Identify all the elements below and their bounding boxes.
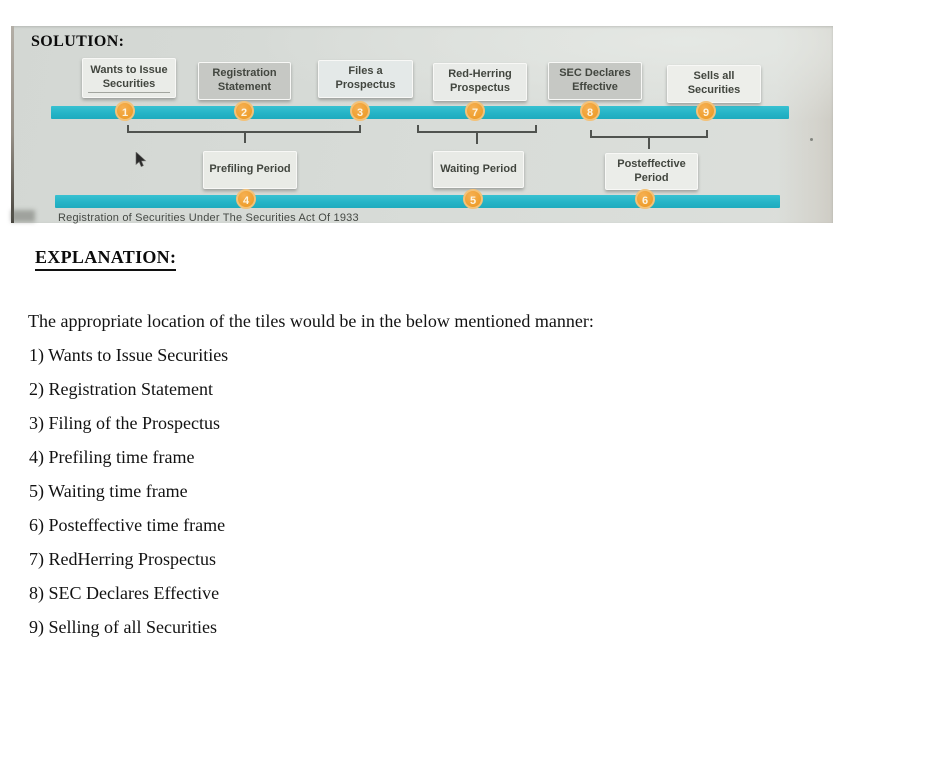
tile-underline [88,92,170,93]
step-marker-3: 3 [350,101,370,121]
photo-corner-smudge [11,210,35,222]
step-marker-4: 4 [236,189,256,209]
bracket-stem-posteffective [648,138,650,149]
step-marker-6: 6 [635,189,655,209]
tile-label: Posteffective Period [617,157,686,184]
tile-label: Wants to Issue Securities [90,64,168,90]
solution-heading: SOLUTION: [31,33,125,50]
explanation-item-3: 3) Filing of the Prospectus [29,413,220,433]
step-marker-9: 9 [696,101,716,121]
photo-dust-speck [810,138,813,141]
mouse-cursor-icon [135,152,147,169]
explanation-item-1: 1) Wants to Issue Securities [29,345,229,365]
bracket-waiting [417,125,537,133]
tile-label: Sells all Securities [687,70,741,96]
diagram-tile-prefiling-period [203,151,297,189]
diagram-tile-red-herring-prospectus [433,63,527,101]
explanation-item-5: 5) Waiting time frame [29,481,188,501]
timeline-bar-bottom [55,195,780,208]
step-marker-5: 5 [463,189,483,209]
explanation-item-6: 6) Posteffective time frame [29,515,226,535]
diagram-caption: Registration of Securities Under The Securities Act Of 1933 [58,212,359,224]
explanation-intro: The appropriate location of the tiles would be in the below mentioned manner: [28,311,594,331]
tile-label: Files a Prospectus [335,65,396,91]
diagram-tile-posteffective-period [605,153,698,190]
bracket-prefiling [127,125,361,133]
bracket-stem-prefiling [244,133,246,143]
tile-label: Waiting Period [440,162,517,175]
diagram-tile-registration-statement [198,62,291,100]
explanation-heading: EXPLANATION: [35,247,176,271]
diagram-tile-wants-to-issue-securities [82,58,176,98]
diagram-tile-sells-all-securities [667,65,761,103]
diagram-tile-waiting-period [433,151,524,188]
explanation-item-7: 7) RedHerring Prospectus [29,549,216,569]
bracket-stem-waiting [476,133,478,144]
step-marker-7: 7 [465,101,485,121]
diagram-tile-sec-declares-effective [548,62,642,100]
timeline-bar-top [51,106,789,119]
step-marker-1: 1 [115,101,135,121]
bracket-posteffective [590,130,708,138]
tile-label: Red-Herring Prospectus [448,68,512,94]
tile-label: Registration Statement [212,67,277,93]
step-marker-2: 2 [234,101,254,121]
explanation-item-4: 4) Prefiling time frame [29,447,195,467]
explanation-item-8: 8) SEC Declares Effective [29,583,220,603]
photo-edge-shadow [11,26,14,223]
step-marker-8: 8 [580,101,600,121]
tile-label: SEC Declares Effective [559,67,631,93]
explanation-item-2: 2) Registration Statement [29,379,213,399]
explanation-item-9: 9) Selling of all Securities [29,617,217,637]
solution-diagram-image [11,26,833,223]
diagram-tile-files-a-prospectus [318,60,413,98]
tile-label: Prefiling Period [209,163,291,176]
